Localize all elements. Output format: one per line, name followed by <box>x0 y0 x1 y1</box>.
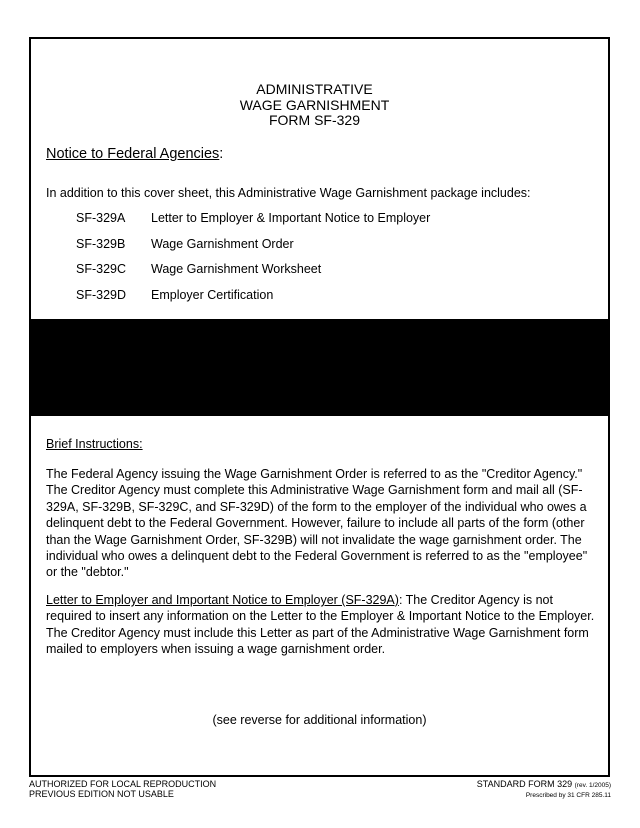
list-item <box>76 237 430 263</box>
form-title: Employer Certification <box>151 287 274 302</box>
form-code: SF-329B <box>76 236 126 251</box>
footer-reproduction: AUTHORIZED FOR LOCAL REPRODUCTION <box>29 779 217 789</box>
footer-left <box>29 779 216 799</box>
brief-instructions-heading: Brief Instructions: <box>46 437 143 451</box>
form-code: SF-329C <box>76 262 127 276</box>
paragraph-sf329a-colon: : <box>398 593 403 607</box>
form-frame <box>29 37 610 777</box>
form-code: SF-329D <box>76 287 127 302</box>
redaction-bar <box>31 319 608 416</box>
paragraph-creditor-agency: The Federal Agency issuing the Wage Garnishment Order is referred to as the "Creditor Agency." The Creditor Agency must complete this Administrative Wage Garnishment form and mail all (SF-329A, SF-329B, SF-329C, and SF-329D) of the form to the employer of the individual who owes a delinquent debt to the Federal Government. However, failure to include all parts of the form (other than the Wage Garnishment Order, SF-329B) will not invalidate the wage garnishment order. The individual who owes a delinquent debt to the Federal Government is referred to as the "employee" or the "debtor." <box>46 467 588 580</box>
footer-right <box>477 779 611 801</box>
list-item <box>76 288 430 314</box>
reverse-note: (see reverse for additional information) <box>212 713 427 727</box>
form-code: SF-329A <box>76 211 126 225</box>
footer-standard-form: STANDARD FORM 329 <box>476 779 573 789</box>
footer-prescribed: Prescribed by 31 CFR 285.11 <box>525 792 611 799</box>
notice-heading-text: Notice to Federal Agencies <box>46 146 220 162</box>
form-title: Letter to Employer & Important Notice to Employer <box>151 211 431 225</box>
paragraph-sf329a-heading: Letter to Employer and Important Notice to Employer (SF-329A) <box>46 593 399 607</box>
notice-heading-colon: : <box>219 146 224 162</box>
title-line-3: FORM SF-329 <box>268 112 360 128</box>
title-line-1: ADMINISTRATIVE <box>256 81 373 97</box>
title-line-2: WAGE GARNISHMENT <box>239 97 390 113</box>
intro-text: In addition to this cover sheet, this Administrative Wage Garnishment package includes: <box>46 186 531 200</box>
list-item <box>76 211 430 237</box>
paragraph-sf329a <box>46 592 596 658</box>
footer-previous-edition: PREVIOUS EDITION NOT USABLE <box>29 789 174 799</box>
forms-list <box>76 211 430 313</box>
list-item <box>76 262 430 288</box>
form-title: Wage Garnishment Worksheet <box>151 262 322 276</box>
footer-revision: (rev. 1/2005) <box>574 782 611 789</box>
form-title: Wage Garnishment Order <box>151 236 294 251</box>
notice-heading <box>46 146 223 162</box>
paragraph-sf329a-body: The Creditor Agency is not required to insert any information on the Letter to the Employer & Important Notice to the Employer. The Creditor Agency must include this Letter as part of the Administrative Wage Garnishment form mailed to employers when issuing a wage garnishment order. <box>46 593 595 657</box>
